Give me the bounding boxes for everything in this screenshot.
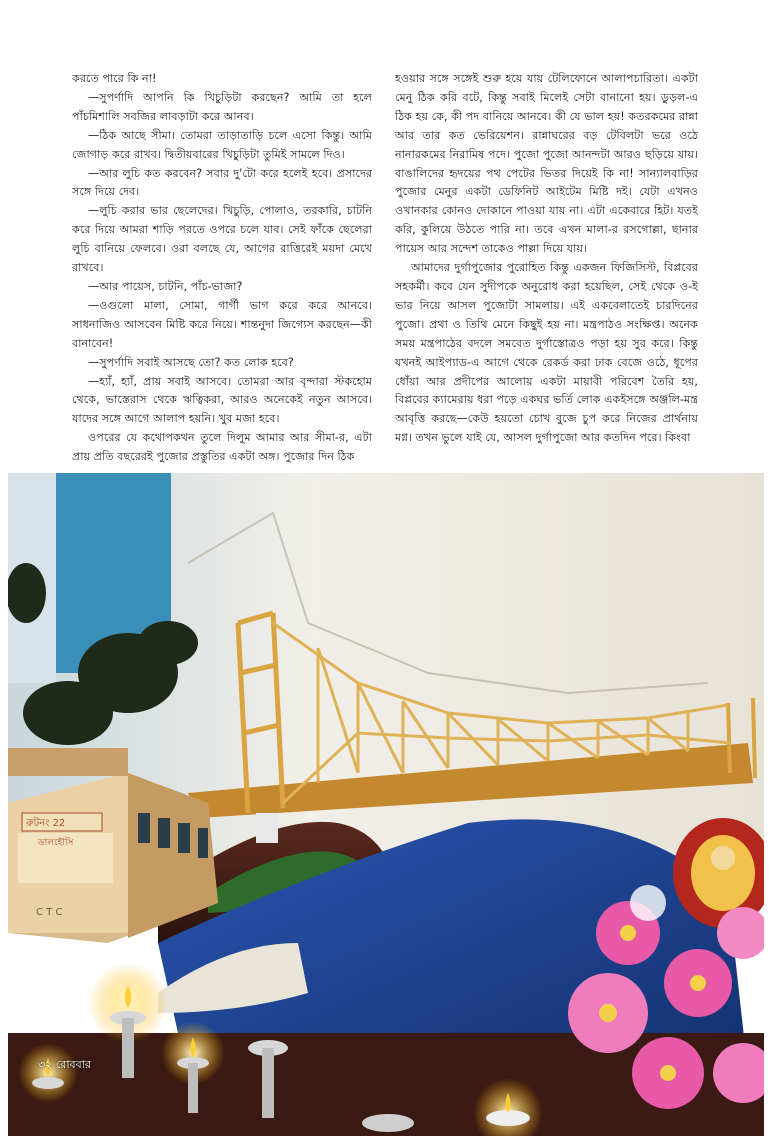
paragraph: —সুপর্ণাদি আপনি কি খিচুড়িটা করছেন? আমি তা হলে পাঁচমিশালি সবজির লাবড়াটা করে আনব। <box>72 90 372 123</box>
paragraph: —লুচি করার ভার ছেলেদের। খিচুড়ি, পোলাও, তরকারি, চাটনি করে দিয়ে আমরা শাড়ি পরতে ওপরে চলে যাব। সেই ফাঁকে ছেলেরা লুচি বানিয়ে ফেলবে। ওরা বলছে যে, আগের রাত্তিরেই ময়দা মেখে রাখবে। <box>72 204 372 275</box>
paragraph: করতে পারে কি না! <box>72 72 157 85</box>
bridge-model-photo <box>8 473 764 1136</box>
paragraph: —আর লুচি কত করবেন? সবার দু'টো করে হলেই হবে। প্রসাদের সঙ্গে দিয়ে দেব। <box>72 166 372 199</box>
paragraph: হওয়ার সঙ্গে সঙ্গেই শুরু হয়ে যায় টেলিফোনে আলাপচারিতা। একটা মেনু ঠিক করি বটে, কিন্তু সবাই মিলেই সেটা বানানো হয়। ডুড়ল-এ ঠিক হয় কে, কী পদ বানিয়ে আনবে। কী যে ভাল হয়! কতরকমের রান্না আর তার কত ভেরিয়েশন। রান্নাঘরের বড় টেবিলটা ভরে ওঠে নানারকমের নিরামিষ পদে। পুজো পুজো আনন্দটা আরও ছড়িয়ে যায়। বাঙালিদের হৃদয়ের পথ পেটের ভিতর দিয়েই কি না! সান্যালবাড়ির পুজোর মেনুর একটা ডেফিনিট আইটেম মিষ্টি দই। যেটা এখনও ওখানকার কোনও দোকানে পাওয়া যায় না। এটা একেবারে হিট। যতই করি, কুলিয়ে উঠতে পারি না। তবে এখন মালা-র রসগোল্লা, ছানার পায়েস আর সন্দেশ তাকেও পাল্লা দিয়ে যায়। <box>395 72 698 256</box>
tram-company: C T C <box>36 907 63 918</box>
paragraph: —হ্যাঁ, হ্যাঁ, প্রায় সবাই আসবে। তোমরা আর বৃন্দারা স্টকহোম থেকে, ভাস্তেরাস থেকে ঋত্বিকরা, আরও অনেকেই নতুন আসবে। যাদের সঙ্গে আগে আলাপ হয়নি। খুব মজা হবে। <box>72 374 372 426</box>
paragraph: —সুপর্ণাদি সবাই আসছে তো? কত লোক হবে? <box>88 355 294 369</box>
article-column-left <box>72 70 372 467</box>
paragraph: ওপরের যে কথোপকথন তুলে দিলুম আমার আর সীমা-র, এটা প্রায় প্রতি বছরেরই পুজোর প্রস্তুতির একটা অঙ্গ। পুজোর দিন ঠিক <box>72 431 372 464</box>
page-number: ৩২ রোববার <box>38 1058 91 1071</box>
tram-destination: ডালহৌসি <box>38 838 74 848</box>
paragraph: —ঠিক আছে সীমা। তোমরা তাড়াতাড়ি চলে এসো কিন্তু। আমি জোগাড় করে রাখব। দ্বিতীয়বারের খিচুড়িটা তুমিই সামলে দিও। <box>72 128 372 161</box>
paragraph: —আর পায়েস, চাটনি, পাঁচ-ভাজা? <box>88 279 243 293</box>
paragraph: —ওগুলো মালা, সোমা, গার্গী ভাগ করে করে আনবে। সাধনাজিও আসবেন মিষ্টি করে নিয়ে। শান্তনুদা জিগ্যেস করছেন—কী বানাবেন! <box>72 298 372 350</box>
article-column-right <box>395 70 698 448</box>
paragraph: আমাদের দুর্গাপুজোর পুরোহিত কিন্তু একজন ফিজিসিস্ট, বিপ্লবের সহকর্মী। কবে যেন সুদীপকে অনুরোধ করা হয়েছিল, সেই থেকে ও-ই ভার নিয়ে আসল পুজোটা সামলায়। এই একবেলাতেই চারদিনের পুজো। প্রথা ও তিথি মেনে কিছুই হয় না। মন্ত্রপাঠও সংক্ষিপ্ত। অনেক সময় মন্ত্রপাঠের বদলে সমবেত দুর্গাস্তোত্রও পড়া হয় সুর করে। কিন্তু যখনই আইপ্যাড-এ আগে থেকে রেকর্ড করা ঢাক বেজে ওঠে, ধূপের ধোঁয়া আর প্রদীপের আলোয় একটা মায়াবী পরিবেশ তৈরি হয়, বিপ্লবের ক্যামেরায় ধরা পড়ে একঘর ভর্তি লোক একইসঙ্গে অঞ্জলি-মন্ত্র আবৃত্তি করছে—কেউ হয়তো চোখ বুজে চুপ করে নিজের প্রার্থনায় মগ্ন। তখন ভুলে যাই যে, আসল দুর্গাপুজো আর কতদিন পরে। কিংবা <box>395 261 698 445</box>
tram-route: রুটনং 22 <box>26 818 66 829</box>
bridge-pillar <box>256 813 278 843</box>
